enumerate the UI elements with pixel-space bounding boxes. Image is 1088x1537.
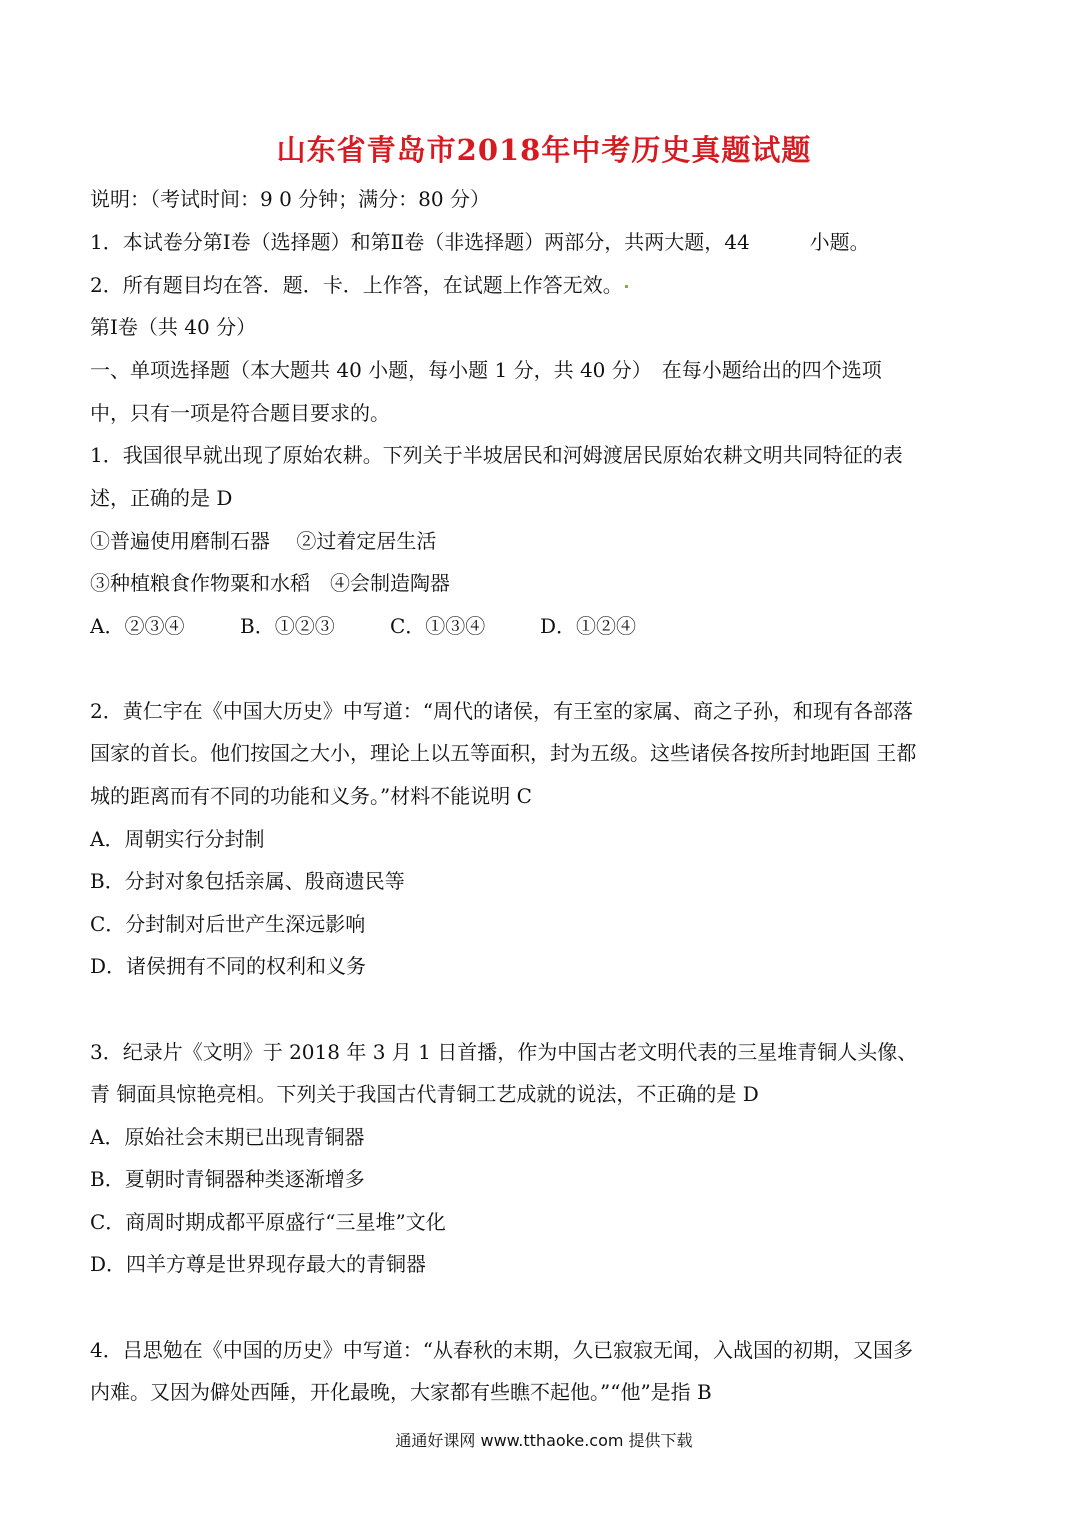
q1-stem-2: 述，正确的是 D (90, 486, 233, 510)
q2-option-d: D．诸侯拥有不同的权利和义务 (90, 954, 367, 978)
q2-option-a: A．周朝实行分封制 (90, 827, 265, 851)
q2-stem-1: 2．黄仁宇在《中国大历史》中写道：“周代的诸侯，有王室的家属、商之子孙，和现有各部落 (90, 699, 913, 723)
q1-items-2: ③种植粮食作物粟和水稻 ④会制造陶器 (90, 571, 450, 595)
q1-items-1: ①普遍使用磨制石器 ②过着定居生活 (90, 529, 437, 553)
page-title: 山东省青岛市2018年中考历史真题试题 (276, 133, 812, 167)
section-instruction-1: 一、单项选择题（本大题共 40 小题，每小题 1 分，共 40 分） 在每小题给出的四个选项 (90, 358, 882, 382)
q3-option-b: B．夏朝时青铜器种类逐渐增多 (90, 1167, 365, 1191)
q3-option-c: C．商周时期成都平原盛行“三星堆”文化 (90, 1210, 446, 1234)
q3-stem-1: 3．纪录片《文明》于 2018 年 3 月 1 日首播，作为中国古老文明代表的三星堆青铜人头像、 (90, 1040, 918, 1064)
q3-stem-2: 青 铜面具惊艳亮相。下列关于我国古代青铜工艺成就的说法，不正确的是 D (90, 1082, 759, 1106)
part-1-heading: 第Ⅰ卷（共 40 分） (90, 315, 257, 339)
q2-option-c: C．分封制对后世产生深远影响 (90, 912, 366, 936)
q1-option-b: B．①②③ (240, 614, 335, 638)
q4-stem-1: 4．吕思勉在《中国的历史》中写道：“从春秋的末期，久已寂寂无闻，入战国的初期，又国多 (90, 1338, 913, 1362)
rule-2 (90, 271, 628, 299)
q1-option-d: D．①②④ (540, 614, 637, 638)
q1-options (90, 612, 636, 640)
green-mark (625, 285, 628, 288)
exam-note: 说明：（考试时间：9 0 分钟；满分：80 分） (90, 187, 490, 211)
footer-source: 通通好课网 www.tthaoke.com 提供下载 (395, 1431, 693, 1450)
q2-stem-2: 国家的首长。他们按国之大小，理论上以五等面积，封为五级。这些诸侯各按所封地距国 王都 (90, 741, 917, 765)
rule-1: 1．本试卷分第Ⅰ卷（选择题）和第Ⅱ卷（非选择题）两部分，共两大题，44 小题。 (90, 230, 870, 254)
rule-2-text: 2．所有题目均在答．题．卡．上作答，在试题上作答无效。 (90, 273, 623, 297)
q2-stem-3: 城的距离而有不同的功能和义务。”材料不能说明 C (90, 784, 532, 808)
q1-stem-1: 1．我国很早就出现了原始农耕。下列关于半坡居民和河姆渡居民原始农耕文明共同特征的表 (90, 443, 903, 467)
q4-stem-2: 内难。又因为僻处西陲，开化最晚，大家都有些瞧不起他。”“他”是指 B (90, 1380, 712, 1404)
q3-option-a: A．原始社会末期已出现青铜器 (90, 1125, 365, 1149)
section-instruction-2: 中，只有一项是符合题目要求的。 (90, 401, 390, 425)
q2-option-b: B．分封对象包括亲属、殷商遗民等 (90, 869, 405, 893)
q1-option-a: A．②③④ (90, 614, 185, 638)
q3-option-d: D．四羊方尊是世界现存最大的青铜器 (90, 1252, 427, 1276)
q1-option-c: C．①③④ (390, 614, 486, 638)
